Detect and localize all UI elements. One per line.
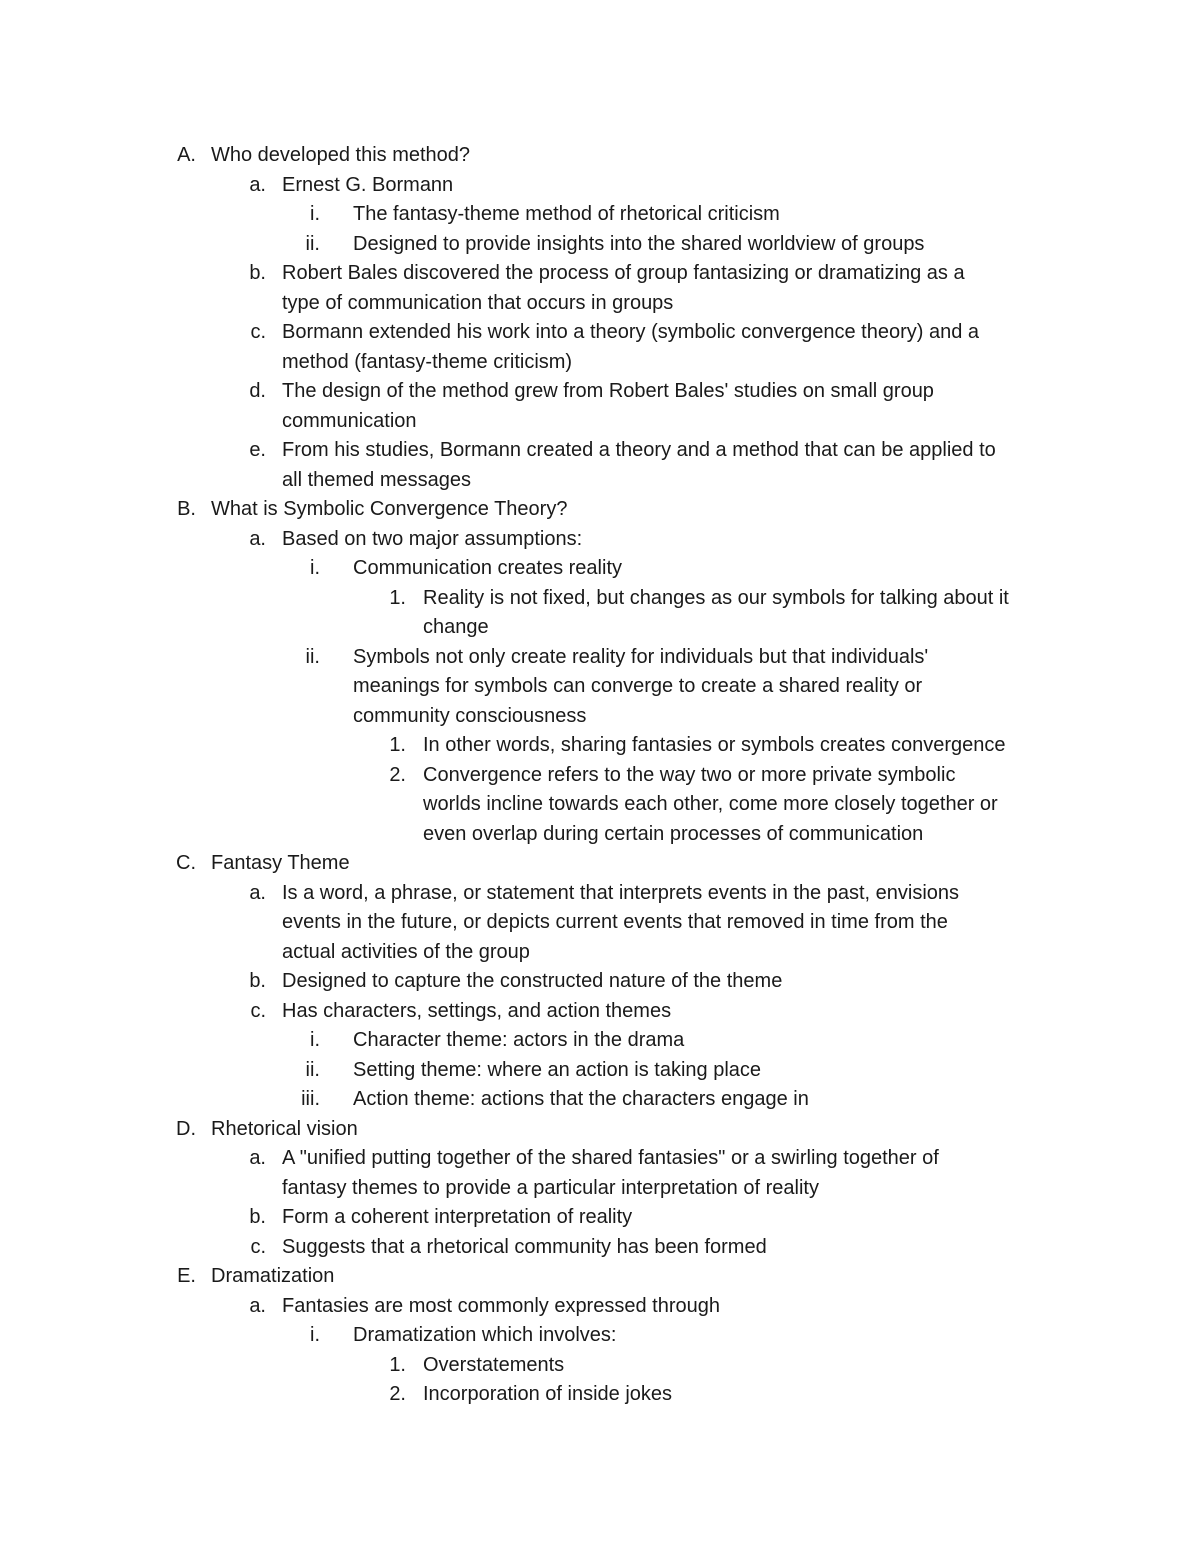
outline-line <box>0 938 1200 968</box>
outline-text: Ernest G. Bormann <box>282 173 454 196</box>
outline-line <box>0 849 1200 879</box>
outline-text: Form a coherent interpretation of reality <box>282 1206 633 1228</box>
list-marker: A. <box>177 144 196 166</box>
list-marker: a. <box>249 173 266 196</box>
outline-text: A "unified putting together of the shared fantasies" or a swirling together of <box>282 1147 939 1169</box>
outline-line <box>0 259 1200 289</box>
outline-text: The design of the method grew from Robert Bales' studies on small group <box>282 380 934 402</box>
outline-line <box>0 1115 1200 1145</box>
outline-text: From his studies, Bormann created a theory and a method that can be applied to <box>282 439 996 461</box>
outline-text: Has characters, settings, and action themes <box>282 999 672 1022</box>
outline-line <box>0 200 1200 230</box>
outline-line <box>0 289 1200 319</box>
outline-text: Reality is not fixed, but changes as our symbols for talking about it <box>423 586 1009 609</box>
outline-line <box>0 171 1200 201</box>
outline-line <box>0 879 1200 909</box>
outline-line <box>0 495 1200 525</box>
outline-line <box>0 702 1200 732</box>
list-marker: D. <box>176 1117 196 1140</box>
list-marker: a. <box>249 1294 266 1317</box>
outline-line <box>0 377 1200 407</box>
outline-text: worlds incline towards each other, come more closely together or <box>423 793 998 815</box>
list-marker: i. <box>310 1324 320 1346</box>
outline-line <box>0 1174 1200 1204</box>
outline-text: communication <box>282 409 417 432</box>
outline-text: Incorporation of inside jokes <box>423 1383 673 1405</box>
outline-text: The fantasy-theme method of rhetorical criticism <box>353 203 780 225</box>
outline-text: change <box>423 616 489 638</box>
list-marker: a. <box>249 527 266 550</box>
outline-text: Bormann extended his work into a theory (symbolic convergence theory) and a <box>282 321 980 343</box>
outline-line <box>0 348 1200 378</box>
outline-text: What is Symbolic Convergence Theory? <box>211 498 568 520</box>
outline-text: fantasy themes to provide a particular interpretation of reality <box>282 1176 819 1199</box>
outline-line <box>0 997 1200 1027</box>
outline-line <box>0 672 1200 702</box>
outline-text: Dramatization which involves: <box>353 1324 617 1346</box>
outline-line <box>0 436 1200 466</box>
outline-text: Suggests that a rhetorical community has been formed <box>282 1235 767 1258</box>
outline-line <box>0 1085 1200 1115</box>
outline-line <box>0 466 1200 496</box>
list-marker: 2. <box>389 1383 406 1405</box>
outline-line <box>0 554 1200 584</box>
outline-text: Designed to capture the constructed nature of the theme <box>282 970 783 992</box>
outline-line <box>0 908 1200 938</box>
list-marker: a. <box>249 881 266 904</box>
list-marker: b. <box>249 970 266 992</box>
outline-line <box>0 1026 1200 1056</box>
outline-text: all themed messages <box>282 468 471 491</box>
list-marker: e. <box>249 439 266 461</box>
outline-line <box>0 761 1200 791</box>
list-marker: i. <box>310 557 320 579</box>
outline-text: Rhetorical vision <box>211 1117 358 1140</box>
outline-text: Fantasy Theme <box>211 852 350 874</box>
outline-line <box>0 1262 1200 1292</box>
list-marker: 2. <box>389 763 406 786</box>
outline-line <box>0 967 1200 997</box>
outline-text: In other words, sharing fantasies or symbols creates convergence <box>423 734 1006 756</box>
list-marker: b. <box>249 262 266 284</box>
outline-text: Who developed this method? <box>211 144 471 166</box>
outline-line <box>0 141 1200 171</box>
outline-text: Symbols not only create reality for individuals but that individuals' <box>353 645 929 668</box>
outline-text: Dramatization <box>211 1265 335 1287</box>
outline-text: Action theme: actions that the characters engage in <box>353 1088 809 1110</box>
outline-text: even overlap during certain processes of communication <box>423 822 924 845</box>
outline-line <box>0 1351 1200 1381</box>
outline-text: method (fantasy-theme criticism) <box>282 350 573 373</box>
list-marker: 1. <box>389 1353 406 1376</box>
outline-line <box>0 1292 1200 1322</box>
outline-text: Robert Bales discovered the process of group fantasizing or dramatizing as a <box>282 262 965 284</box>
list-marker: 1. <box>389 586 406 609</box>
list-marker: ii. <box>305 645 320 668</box>
outline-line <box>0 1233 1200 1263</box>
outline-text: actual activities of the group <box>282 940 530 963</box>
outline-list <box>0 141 1200 1410</box>
list-marker: c. <box>250 321 266 343</box>
outline-line <box>0 790 1200 820</box>
outline-line <box>0 525 1200 555</box>
outline-line <box>0 1203 1200 1233</box>
list-marker: iii. <box>301 1088 320 1110</box>
outline-line <box>0 731 1200 761</box>
outline-text: Overstatements <box>423 1353 565 1376</box>
list-marker: i. <box>310 1029 320 1051</box>
outline-line <box>0 407 1200 437</box>
list-marker: i. <box>310 203 320 225</box>
outline-text: meanings for symbols can converge to create a shared reality or <box>353 675 923 697</box>
outline-line <box>0 318 1200 348</box>
list-marker: d. <box>249 380 266 402</box>
outline-text: Convergence refers to the way two or more private symbolic <box>423 763 956 786</box>
outline-line <box>0 230 1200 260</box>
list-marker: B. <box>177 498 196 520</box>
outline-line <box>0 613 1200 643</box>
list-marker: ii. <box>305 1058 320 1081</box>
list-marker: E. <box>177 1265 196 1287</box>
outline-text: Setting theme: where an action is taking place <box>353 1058 762 1081</box>
outline-line <box>0 584 1200 614</box>
outline-line <box>0 643 1200 673</box>
outline-text: Character theme: actors in the drama <box>353 1029 685 1051</box>
outline-line <box>0 1144 1200 1174</box>
outline-text: Communication creates reality <box>353 557 622 579</box>
outline-line <box>0 1380 1200 1410</box>
outline-line <box>0 1321 1200 1351</box>
list-marker: 1. <box>389 734 406 756</box>
outline-text: events in the future, or depicts current events that removed in time from the <box>282 911 948 933</box>
list-marker: b. <box>249 1206 266 1228</box>
outline-text: type of communication that occurs in groups <box>282 291 674 314</box>
list-marker: a. <box>249 1147 266 1169</box>
outline-line <box>0 820 1200 850</box>
list-marker: c. <box>250 999 266 1022</box>
list-marker: ii. <box>305 232 320 255</box>
outline-line <box>0 1056 1200 1086</box>
outline-text: Fantasies are most commonly expressed through <box>282 1294 720 1317</box>
outline-text: community consciousness <box>353 704 587 727</box>
outline-text: Designed to provide insights into the shared worldview of groups <box>353 232 925 255</box>
outline-text: Based on two major assumptions: <box>282 527 583 550</box>
list-marker: c. <box>250 1235 266 1258</box>
list-marker: C. <box>176 852 196 874</box>
outline-text: Is a word, a phrase, or statement that interprets events in the past, envisions <box>282 881 960 904</box>
